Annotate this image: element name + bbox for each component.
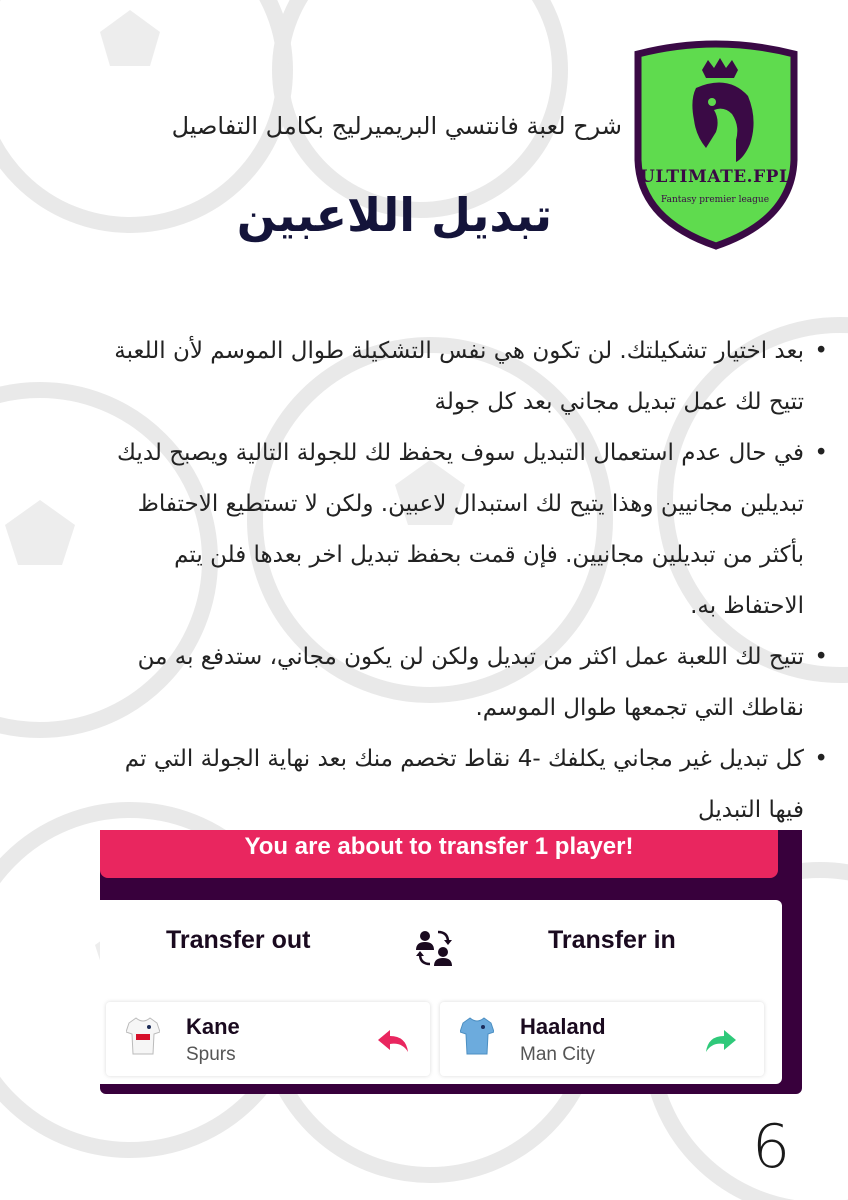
logo-text: ULTIMATE.FPL [640,167,792,187]
transfer-banner: You are about to transfer 1 player! [100,830,778,878]
player-club: Spurs [186,1044,236,1065]
transfer-card [100,830,802,1094]
ultimate-fpl-logo [632,40,800,252]
transfer-in-player[interactable] [440,1002,764,1076]
bullet-item: • تتيح لك اللعبة عمل اكثر من تبديل ولكن لن يكون مجاني، ستدفع به من نقاطك التي تجمعها طوال الموسم. [112,632,820,734]
arrow-forward-icon [704,1028,738,1054]
spurs-shirt-icon [126,1016,160,1056]
player-name: Haaland [520,1014,606,1039]
transfer-out-label: Transfer out [166,926,311,954]
transfer-out-player[interactable] [106,1002,430,1076]
page-title: تبديل اللاعبين [236,188,552,242]
transfer-in-label: Transfer in [548,926,676,954]
logo-subtext: Fantasy premier league [660,195,770,205]
page-number: 6 [752,1112,791,1182]
swap-users-icon[interactable] [412,926,456,970]
bullet-item: • كل تبديل غير مجاني يكلفك -4 نقاط تخصم منك بعد نهاية الجولة التي تم فيها التبديل [112,734,820,836]
player-name: Kane [186,1014,240,1039]
transfer-panel [100,900,782,1084]
bullet-list [112,326,820,836]
arrow-back-icon [376,1028,410,1054]
page-subtitle: شرح لعبة فانتسي البريميرليج بكامل التفاصيل [171,112,622,140]
player-club: Man City [520,1044,595,1065]
bullet-item: • في حال عدم استعمال التبديل سوف يحفظ لك للجولة التالية ويصبح لديك تبديلين مجانيين وهذا يتيح لك استبدال لاعبين. ولكن لا تستطيع الاحتفاظ بأكثر من تبديلين مجانيين. فإن قمت بحفظ تبديل اخر بعدها فلن يتم الاحتفاظ به. [112,428,820,632]
bullet-item: • بعد اختيار تشكيلتك. لن تكون هي نفس التشكيلة طوال الموسم لأن اللعبة تتيح لك عمل تبديل مجاني بعد كل جولة [112,326,820,428]
man-city-shirt-icon [460,1016,494,1056]
